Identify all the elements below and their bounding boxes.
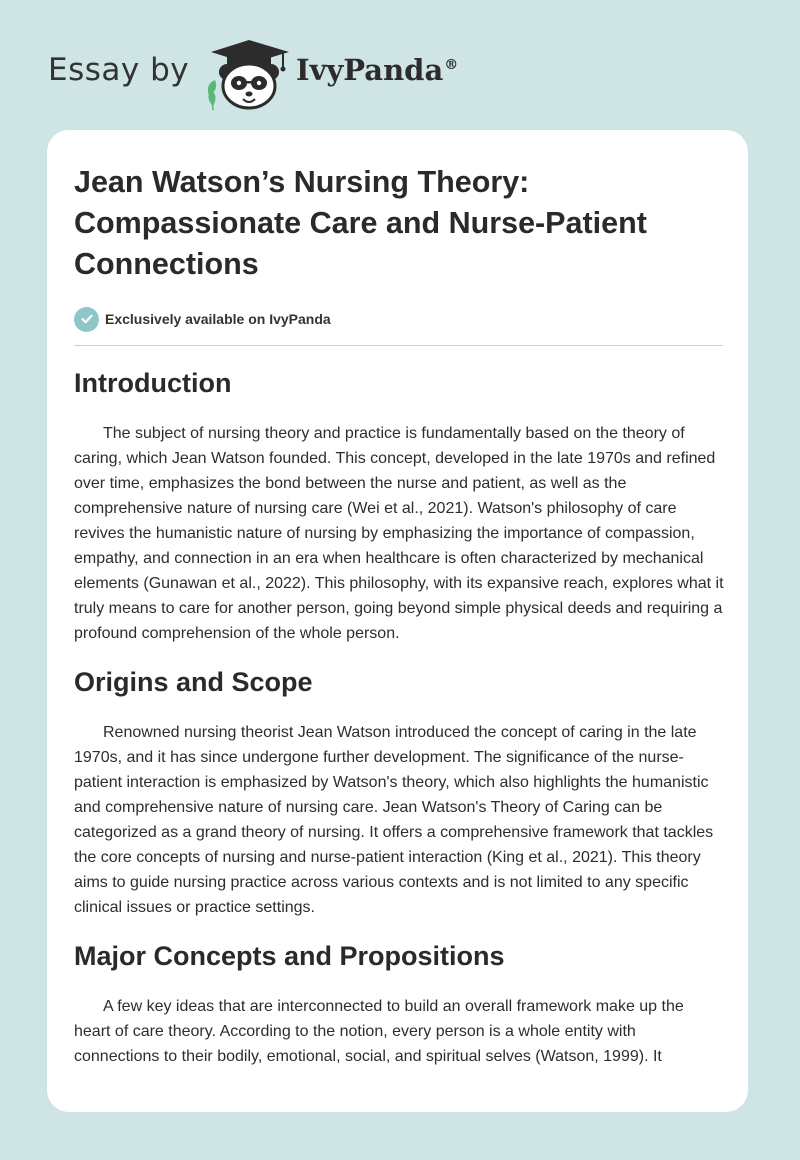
section-origins-and-scope (74, 663, 724, 920)
essay-by-label: Essay by (48, 52, 190, 88)
registered-mark: ® (444, 57, 459, 74)
exclusive-badge (74, 306, 331, 332)
section-heading: Introduction (74, 368, 232, 398)
essay-title: Jean Watson’s Nursing Theory: Compassionate Care and Nurse-Patient Connections (74, 165, 647, 281)
ivypanda-logo[interactable] (203, 36, 293, 112)
title-divider (74, 345, 723, 346)
panda-graduate-icon (203, 36, 293, 112)
section-paragraph: Renowned nursing theorist Jean Watson introduced the concept of caring in the late 1970s, and it has since undergone further development. The significance of the nurse-patient interaction is emphasized by Watson's theory, which also highlights the humanistic and comprehensive nature of nursing care. Jean Watson's Theory of Caring can be categorized as a grand theory of nursing. It offers a comprehensive framework that tackles the core concepts of nursing and nurse-patient interaction (King et al., 2021). This theory aims to guide nursing practice across various contexts and is not limited to any specific clinical issues or practice settings. (74, 724, 714, 916)
essay-card (47, 130, 748, 1112)
site-header (0, 0, 800, 130)
section-heading: Major Concepts and Propositions (74, 941, 505, 971)
section-paragraph: A few key ideas that are interconnected to build an overall framework make up the heart of care theory. According to the notion, every person is a whole entity with connections to their bodily, emotional, social, and spiritual selves (Watson, 1999). It (74, 998, 684, 1065)
leaf-icon (208, 80, 216, 110)
section-paragraph: The subject of nursing theory and practice is fundamentally based on the theory of caring, which Jean Watson founded. This concept, developed in the late 1970s and refined over time, emphasizes the bond between the nurse and patient, as well as the comprehensive nature of nursing care (Wei et al., 2021). Watson's philosophy of care revives the humanistic nature of nursing by emphasizing the importance of compassion, empathy, and connection in an era when healthcare is often characterized by mechanical elements (Gunawan et al., 2022). This philosophy, with its expansive reach, explores what it truly means to care for another person, going beyond simple physical deeds and requiring a profound comprehension of the whole person. (74, 425, 724, 642)
section-introduction (74, 364, 724, 646)
check-circle-icon (74, 307, 99, 332)
section-major-concepts (74, 937, 724, 1069)
section-heading: Origins and Scope (74, 667, 313, 697)
essay-body (74, 364, 724, 1069)
exclusive-badge-text: Exclusively available on IvyPanda (105, 311, 331, 327)
brand-name[interactable] (296, 53, 458, 87)
brand-text: IvyPanda (296, 53, 444, 87)
